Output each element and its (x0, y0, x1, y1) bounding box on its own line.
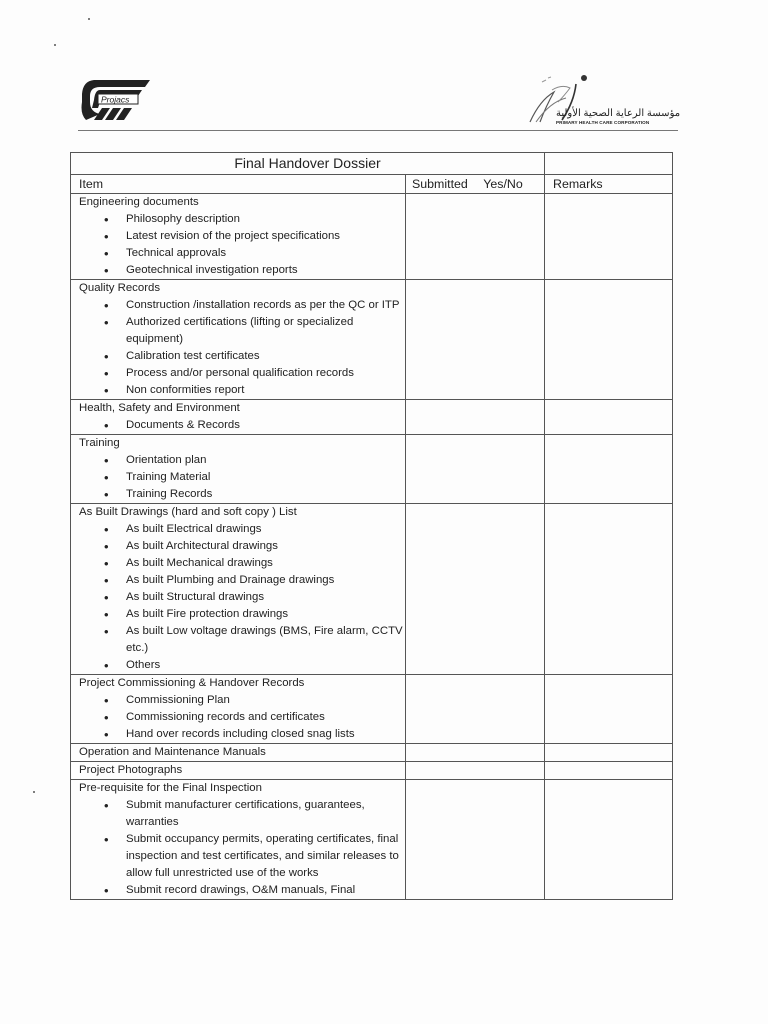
list-item: • Submit manufacturer certifications, guarantees, warranties (126, 797, 405, 831)
list-item: • Submit occupancy permits, operating certificates, final inspection and test certificates, and similar releases to allow full unrestricted use of the works (126, 831, 405, 882)
table-title: Final Handover Dossier (71, 153, 545, 175)
submitted-cell[interactable] (406, 504, 545, 675)
list-item: • Philosophy description (126, 211, 405, 228)
section-title: Operation and Maintenance Manuals (79, 746, 266, 758)
section-items (79, 211, 405, 279)
remarks-cell[interactable] (545, 194, 673, 280)
section-title: Pre-requisite for the Final Inspection (79, 782, 262, 794)
table-title-row (71, 153, 673, 175)
title-blank-cell (545, 153, 673, 175)
remarks-cell[interactable] (545, 504, 673, 675)
list-item: • As built Mechanical drawings (126, 555, 405, 572)
table-row (71, 675, 673, 744)
item-cell (71, 675, 406, 744)
section-title: Training (79, 437, 120, 449)
list-item: • Others (126, 657, 405, 674)
list-item: • As built Structural drawings (126, 589, 405, 606)
section-items (79, 297, 405, 399)
section-items (79, 417, 405, 434)
remarks-cell[interactable] (545, 435, 673, 504)
remarks-cell[interactable] (545, 780, 673, 900)
item-cell (71, 762, 406, 780)
section-items (79, 692, 405, 743)
table-row (71, 400, 673, 435)
phcc-english-name: PRIMARY HEALTH CARE CORPORATION (556, 120, 650, 125)
table-row (71, 780, 673, 900)
list-item: • As built Architectural drawings (126, 538, 405, 555)
list-item: • Technical approvals (126, 245, 405, 262)
list-item: • Construction /installation records as per the QC or ITP (126, 297, 405, 314)
section-title: Project Photographs (79, 764, 183, 776)
submitted-column-header (406, 175, 545, 194)
table-row (71, 280, 673, 400)
section-title: As Built Drawings (hard and soft copy ) List (79, 506, 297, 518)
submitted-cell[interactable] (406, 194, 545, 280)
phcc-arabic-name: مؤسسة الرعاية الصحية الأولية (556, 108, 681, 119)
list-item: • Commissioning records and certificates (126, 709, 405, 726)
table-row (71, 504, 673, 675)
submitted-cell[interactable] (406, 280, 545, 400)
list-item: • Authorized certifications (lifting or specialized equipment) (126, 314, 405, 348)
list-item: • Geotechnical investigation reports (126, 262, 405, 279)
scan-speck (33, 791, 35, 793)
list-item: • Orientation plan (126, 452, 405, 469)
table-header-row (71, 175, 673, 194)
list-item: • Commissioning Plan (126, 692, 405, 709)
list-item: • Process and/or personal qualification records (126, 365, 405, 382)
list-item: • Training Material (126, 469, 405, 486)
yes-no-label: Yes/No (483, 177, 523, 191)
list-item: • Non conformities report (126, 382, 405, 399)
item-cell (71, 280, 406, 400)
remarks-cell[interactable] (545, 675, 673, 744)
remarks-cell[interactable] (545, 744, 673, 762)
remarks-cell[interactable] (545, 280, 673, 400)
submitted-cell[interactable] (406, 762, 545, 780)
item-cell (71, 744, 406, 762)
table-row (71, 435, 673, 504)
list-item: • Latest revision of the project specifications (126, 228, 405, 245)
list-item: • As built Electrical drawings (126, 521, 405, 538)
submitted-cell[interactable] (406, 744, 545, 762)
submitted-cell[interactable] (406, 400, 545, 435)
section-items (79, 452, 405, 503)
table-row (71, 194, 673, 280)
list-item: • Hand over records including closed snag lists (126, 726, 405, 743)
section-items (79, 521, 405, 674)
list-item: • Documents & Records (126, 417, 405, 434)
list-item: • Training Records (126, 486, 405, 503)
section-title: Quality Records (79, 282, 161, 294)
table-row (71, 744, 673, 762)
section-title: Project Commissioning & Handover Records (79, 677, 305, 689)
scan-speck (54, 44, 56, 46)
handover-dossier-table (70, 152, 673, 900)
list-item: • Submit record drawings, O&M manuals, Final (126, 882, 405, 899)
list-item: • As built Low voltage drawings (BMS, Fire alarm, CCTV etc.) (126, 623, 405, 657)
projacs-logo-icon (80, 78, 152, 122)
submitted-cell[interactable] (406, 435, 545, 504)
submitted-cell[interactable] (406, 780, 545, 900)
remarks-cell[interactable] (545, 400, 673, 435)
remarks-cell[interactable] (545, 762, 673, 780)
item-cell (71, 400, 406, 435)
remarks-column-header: Remarks (545, 175, 673, 194)
list-item: • Calibration test certificates (126, 348, 405, 365)
header-rule (78, 130, 678, 131)
item-cell (71, 194, 406, 280)
list-item: • As built Fire protection drawings (126, 606, 405, 623)
list-item: • As built Plumbing and Drainage drawings (126, 572, 405, 589)
submitted-cell[interactable] (406, 675, 545, 744)
item-cell (71, 504, 406, 675)
item-cell (71, 780, 406, 900)
submitted-label: Submitted (412, 177, 468, 191)
scan-speck (88, 18, 90, 20)
item-column-header: Item (71, 175, 406, 194)
section-title: Engineering documents (79, 196, 199, 208)
item-cell (71, 435, 406, 504)
svg-text:Projacs: Projacs (101, 94, 130, 105)
section-items (79, 797, 405, 899)
table-row (71, 762, 673, 780)
section-title: Health, Safety and Environment (79, 402, 240, 414)
